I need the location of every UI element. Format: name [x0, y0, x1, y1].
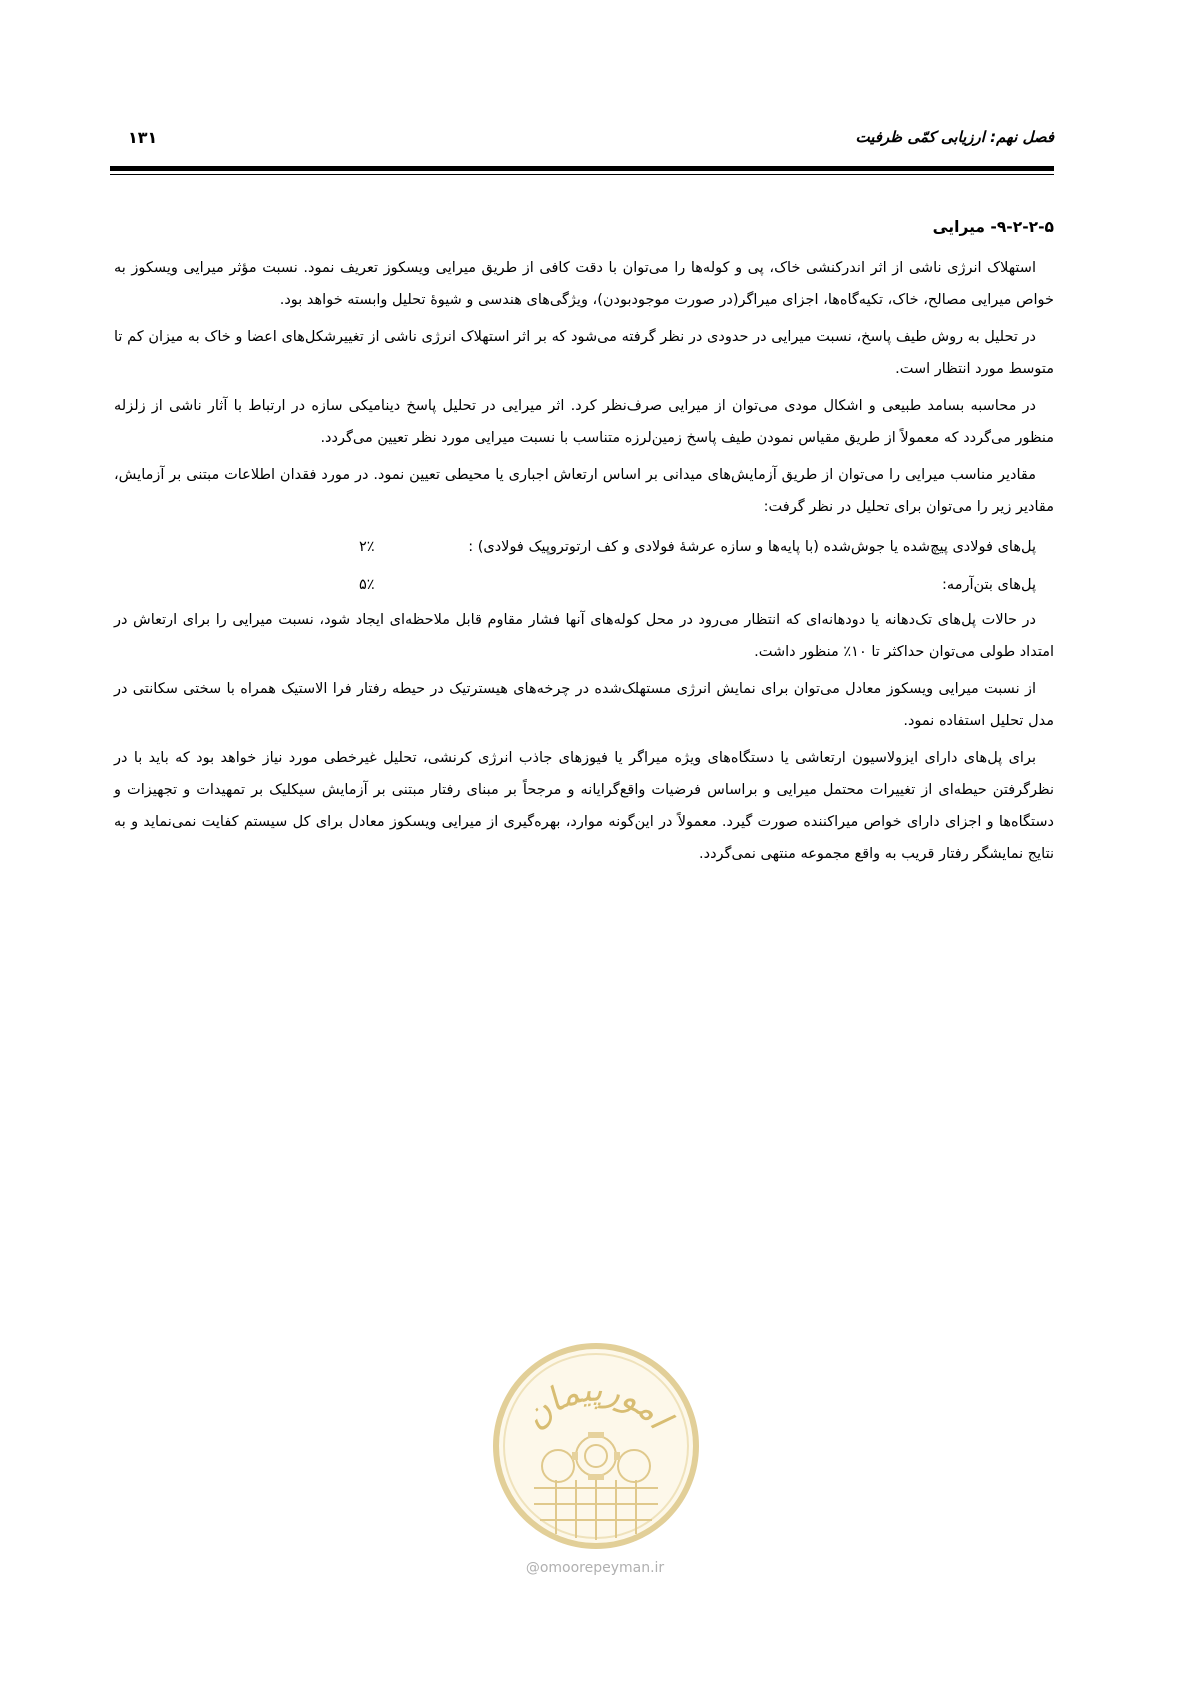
chapter-title: فصل نهم: ارزیابی کمّی ظرفیت	[855, 128, 1054, 146]
watermark-logo-text: امورپیمان	[515, 1369, 679, 1437]
watermark-logo-icon	[488, 1338, 704, 1554]
paragraph: در تحلیل به روش طیف پاسخ، نسبت میرایی در حدودی در نظر گرفته می‌شود که بر اثر استهلاک انرژی ناشی از تغییرشکل‌های اعضا و خاک به میزان کم تا متوسط مورد انتظار است.	[114, 329, 1054, 377]
damping-item-value: ۲٪	[359, 539, 375, 555]
watermark-url: @omoorepeyman.ir	[525, 1560, 665, 1576]
damping-item-label: پل‌های بتن‌آرمه:	[942, 577, 1036, 593]
page-number: ۱۳۱	[128, 128, 158, 147]
paragraph: برای پل‌های دارای ایزولاسیون ارتعاشی یا دستگاه‌های ویژه میراگر یا فیوزهای جاذب انرژی کرنشی، تحلیل غیرخطی مورد نیاز خواهد بود که باید با در نظرگرفتن حیطه‌ای از تغییرات محتمل میرایی و براساس فرضیات واقع‌گرایانه و مرجحاً بر مبنای رفتار مبتنی بر آزمایش سیکلیک بر تمهیدات و تجهیزات و دستگاه‌ها و اجزای دارای خواص میراکننده صورت گیرد. معمولاً در این‌گونه موارد، بهره‌گیری از میرایی ویسکوز معادل برای کل سیستم کفایت نمی‌نماید و به نتایج نمایشگر رفتار قریب به واقع مجموعه منتهی نمی‌گردد.	[114, 750, 1054, 862]
section-body	[114, 218, 1054, 875]
paragraph: در حالات پل‌های تک‌دهانه یا دودهانه‌ای که انتظار می‌رود در محل کوله‌های آنها فشار مقاوم قابل ملاحظه‌ای ایجاد شود، نسبت میرایی را برای ارتعاش در امتداد طولی می‌توان حداکثر تا ۱۰٪ منظور داشت.	[114, 612, 1054, 660]
header-rule-thick	[110, 166, 1054, 171]
damping-value-row	[114, 528, 1054, 566]
paragraph: استهلاک انرژی ناشی از اثر اندرکنشی خاک، پی و کوله‌ها را می‌توان با دقت کافی از طریق میرایی ویسکوز تعریف نمود. نسبت مؤثر میرایی ویسکوز به خواص میرایی مصالح، خاک، تکیه‌گاه‌ها، اجزای میراگر(در صورت موجودبودن)، ویژگی‌های هندسی و شیوهٔ تحلیل وابسته خواهد بود.	[114, 260, 1054, 308]
damping-item-label: پل‌های فولادی پیچ‌شده یا جوش‌شده (با پایه‌ها و سازه عرشهٔ فولادی و کف ارتوتروپیک فولادی) :	[468, 539, 1036, 555]
damping-item-value: ۵٪	[359, 577, 375, 593]
paragraph: مقادیر مناسب میرایی را می‌توان از طریق آزمایش‌های میدانی بر اساس ارتعاش اجباری یا محیطی تعیین نمود. در مورد فقدان اطلاعات مبتنی بر آزمایش، مقادیر زیر را می‌توان برای تحلیل در نظر گرفت:	[114, 467, 1054, 515]
page-header	[110, 128, 1054, 158]
header-rule-thin	[110, 174, 1054, 175]
paragraph: در محاسبه بسامد طبیعی و اشکال مودی می‌توان از میرایی صرف‌نظر کرد. اثر میرایی در تحلیل پاسخ دینامیکی سازه در ارتباط با آثار ناشی از زلزله منظور می‌گردد که معمولاً از طریق مقیاس نمودن طیف پاسخ زمین‌لرزه متناسب با نسبت میرایی مورد نظر تعیین می‌گردد.	[114, 398, 1054, 446]
damping-value-row	[114, 566, 1054, 604]
paragraph: از نسبت میرایی ویسکوز معادل می‌توان برای نمایش انرژی مستهلک‌شده در چرخه‌های هیسترتیک در حیطه رفتار فرا الاستیک همراه با سختی سکانتی در مدل تحلیل استفاده نمود.	[114, 681, 1054, 729]
section-heading: ۹-۲-۲-۵- میرایی	[932, 218, 1054, 236]
